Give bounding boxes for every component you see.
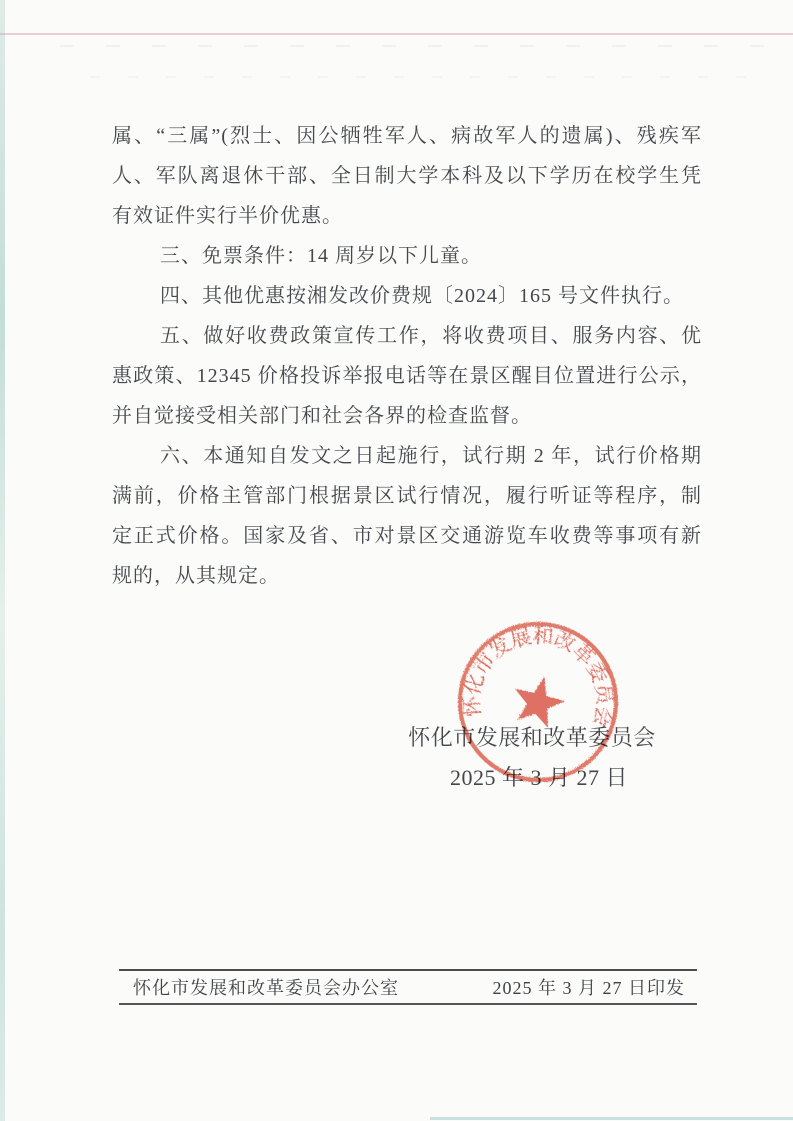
body-text-line: 定正式价格。国家及省、市对景区交通游览车收费等事项有新 [112, 525, 702, 547]
scan-artifact-bottom-edge [430, 1117, 793, 1120]
body-text-line: 六、本通知自发文之日起施行，试行期 2 年，试行价格期 [160, 445, 702, 467]
scan-artifact-noise [90, 76, 770, 78]
body-text-line: 规的，从其规定。 [112, 565, 280, 587]
scan-artifact-noise [60, 45, 780, 47]
footer [119, 969, 697, 1005]
body-text-line: 满前，价格主管部门根据景区试行情况，履行听证等程序，制 [112, 485, 702, 507]
footer-print-date: 2025 年 3 月 27 日印发 [492, 978, 685, 998]
signature-date: 2025 年 3 月 27 日 [449, 765, 629, 790]
body-text-line: 惠政策、12345 价格投诉举报电话等在景区醒目位置进行公示， [112, 365, 702, 387]
seal-star [508, 671, 570, 731]
body-text-line: 四、其他优惠按湘发改价费规〔2024〕165 号文件执行。 [160, 285, 684, 307]
official-seal [452, 616, 624, 788]
scan-artifact-left-edge [0, 0, 5, 1121]
body-text-line: 属、“三属”(烈士、因公牺牲军人、病故军人的遗属)、残疾军 [112, 125, 702, 147]
footer-issuing-office: 怀化市发展和改革委员会办公室 [133, 978, 399, 998]
seal-arc-text: 怀化市发展和改革委员会 [459, 623, 617, 730]
body-text-line: 有效证件实行半价优惠。 [112, 205, 343, 227]
scan-artifact-pink-line [0, 33, 793, 35]
footer-rule-bottom [119, 1003, 697, 1005]
signature-org: 怀化市发展和改革委员会 [408, 725, 656, 750]
body-text-line: 五、做好收费政策宣传工作，将收费项目、服务内容、优 [160, 325, 702, 347]
body-text-line: 三、免票条件：14 周岁以下儿童。 [160, 245, 482, 267]
document-body [112, 116, 702, 596]
body-text-line: 并自觉接受相关部门和社会各界的检查监督。 [112, 405, 532, 427]
body-text-line: 人、军队离退休干部、全日制大学本科及以下学历在校学生凭 [112, 165, 702, 187]
